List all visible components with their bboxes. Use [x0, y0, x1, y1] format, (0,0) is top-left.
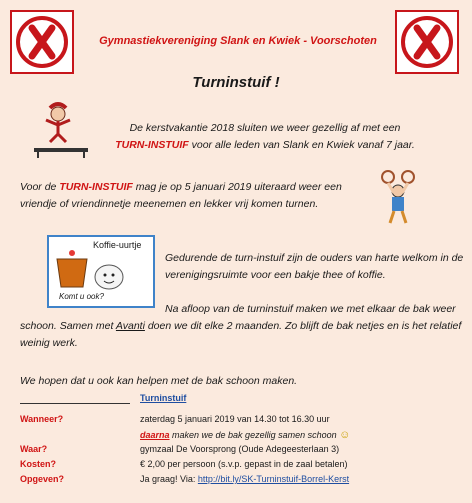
cleanup-part2: doen we dit elke 2 maanden. Zo blijft de bak netjes en is het relatief weinig werk. [20, 320, 462, 349]
cleanup-paragraph [20, 301, 465, 352]
invite-event-name: TURN-INSTUIF [59, 181, 133, 193]
page-title: Turninstuif ! [192, 74, 280, 91]
intro-event-name: TURN-INSTUIF [115, 139, 189, 151]
cleanup-part1: Na afloop van de turninstuif maken we met elkaar de bak weer schoon. Samen met [20, 303, 456, 332]
club-name: Gymnastiekvereniging Slank en Kwiek - Voorschoten [99, 35, 377, 47]
closing-paragraph: We hopen dat u ook kan helpen met de bak schoon maken. [20, 375, 298, 387]
invite-part2: mag je op 5 januari 2019 uiteraard weer een vriendje of vriendinnetje meenemen en lekker vrij komen turnen. [20, 181, 342, 210]
coffee-subtitle: Komt u ook? [59, 292, 104, 301]
info-value [140, 474, 349, 484]
signup-text: Ja graag! Via: [140, 474, 198, 484]
info-label: Wanneer? [20, 414, 64, 424]
intro-line1: De kerstvakantie 2018 sluiten we weer gezellig af met een [129, 122, 401, 134]
info-afterwards-em: daarna [140, 430, 170, 440]
info-value: gymzaal De Voorsprong (Oude Adegeesterlaan 3) [140, 444, 340, 454]
invite-paragraph [20, 179, 360, 213]
info-value: zaterdag 5 januari 2019 van 14.30 tot 16.30 uur [140, 414, 330, 424]
club-logo-right [395, 10, 459, 74]
info-heading: Turninstuif [140, 393, 187, 403]
signup-link[interactable]: http://bit.ly/SK-Turninstuif-Borrel-Kerst [197, 474, 350, 484]
info-label: Waar? [20, 444, 48, 454]
separator-line [20, 403, 130, 404]
intro-paragraph [70, 120, 460, 154]
rings-gymnast-illustration [368, 167, 428, 227]
info-label: Opgeven? [20, 474, 65, 484]
info-value: € 2,00 per persoon (s.v.p. gepast in de zaal betalen) [140, 459, 348, 469]
smiley-icon: ☺ [339, 429, 351, 441]
info-label: Kosten? [20, 459, 56, 469]
coffee-title: Koffie-uurtje [93, 240, 142, 250]
invite-part1: Voor de [20, 181, 60, 193]
cleanup-avanti: Avanti [115, 320, 145, 332]
info-value-afterwards [140, 429, 350, 441]
info-afterwards-text: maken we de bak gezellig samen schoon [169, 430, 340, 440]
intro-line2: voor alle leden van Slank en Kwiek vanaf 7 jaar. [188, 139, 415, 151]
club-logo-left [10, 10, 74, 74]
coffee-hour-image [47, 235, 155, 308]
coffee-paragraph: Gedurende de turn-instuif zijn de ouders van harte welkom in de verenigingsruimte voor een bakje thee of koffie. [165, 252, 464, 281]
